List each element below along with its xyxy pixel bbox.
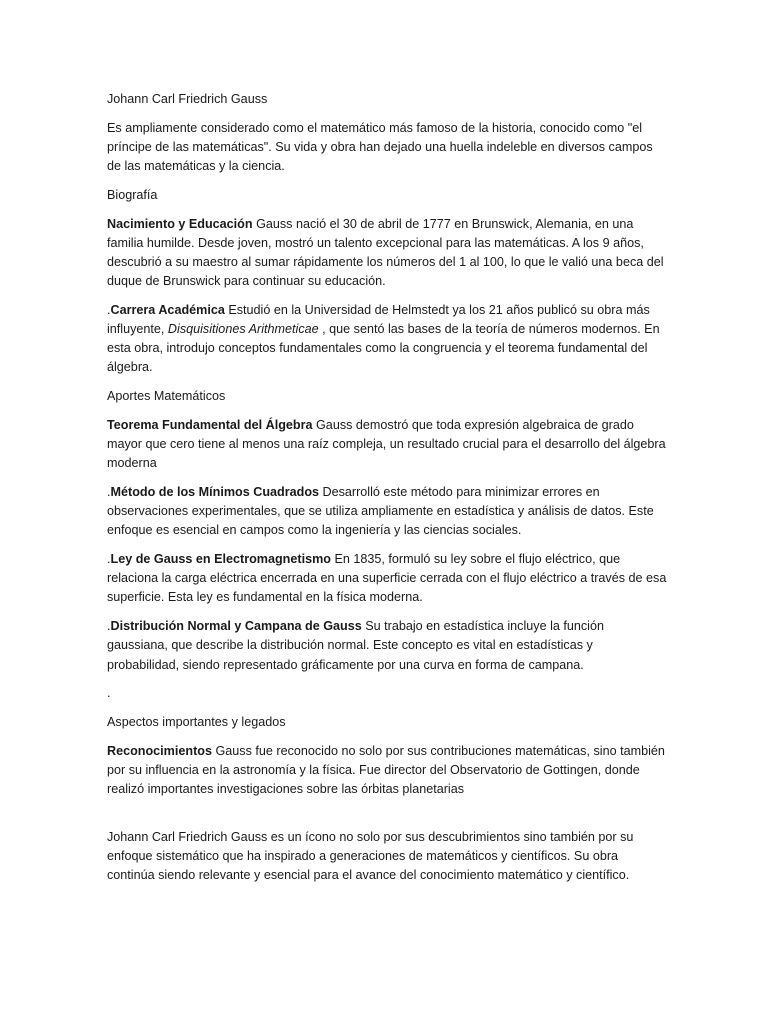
birth-term: Nacimiento y Educación (107, 216, 253, 231)
recognition-term: Reconocimientos (107, 743, 212, 758)
career-text-after: , que sentó las bases de la teoría de números modernos. En esta obra, introdujo conceptos fundamentales como la congruencia y el teorema fundamental del álgebra. (107, 322, 660, 375)
recognition-text: Gauss fue reconocido no solo por sus contribuciones matemáticas, sino también por su influencia en la astronomía y la física. Fue director del Observatorio de Gottingen, donde realizó importantes investigaciones sobre las órbitas planetarias (107, 743, 665, 797)
normal-distribution-prefix: . (107, 619, 111, 634)
contributions-heading: Aportes Matemáticos (107, 389, 226, 404)
least-squares-term: Método de los Mínimos Cuadrados (110, 484, 320, 499)
birth-paragraph (107, 215, 667, 292)
theorem-paragraph (107, 416, 667, 474)
theorem-text: Gauss demostró que toda expresión algebraica de grado mayor que cero tiene al menos una raíz compleja, un resultado crucial para el desarrollo del álgebra moderna (107, 417, 666, 471)
gauss-law-text: En 1835, formuló su ley sobre el flujo eléctrico, que relaciona la carga eléctrica encerrada en una superficie cerrada con el flujo eléctrico a través de esa superficie. Esta ley es fundamental en la física moderna. (107, 552, 667, 605)
normal-distribution-term: Distribución Normal y Campana de Gauss (110, 619, 362, 634)
recognition-paragraph (107, 742, 667, 800)
blank-line (107, 809, 667, 828)
gauss-law-term: Ley de Gauss en Electromagnetismo (110, 552, 331, 567)
career-paragraph (107, 301, 667, 378)
birth-text: Gauss nació el 30 de abril de 1777 en Brunswick, Alemania, en una familia humilde. Desde joven, mostró un talento excepcional para las matemáticas. A los 9 años, descubrió a su maestro al sumar rápidamente los números del 1 al 100, lo que le valió una beca del duque de Brunswick para continuar su educación. (107, 216, 664, 289)
career-term: Carrera Académica (110, 302, 225, 317)
normal-distribution-paragraph (107, 617, 667, 675)
least-squares-paragraph (107, 483, 667, 541)
gauss-law-paragraph (107, 550, 667, 608)
career-work-title: Disquisitiones Arithmeticae (167, 322, 319, 337)
conclusion-paragraph: Johann Carl Friedrich Gauss es un ícono no solo por sus descubrimientos sino también por su enfoque sistemático que ha inspirado a generaciones de matemáticos y científicos. Su obra continúa siendo relevante y esencial para el avance del conocimiento matemático y científico. (107, 829, 634, 883)
normal-distribution-text: Su trabajo en estadística incluye la función gaussiana, que describe la distribución normal. Este concepto es vital en estadísticas y probabilidad, siendo representado gráficamente por una curva en forma de campana. (107, 619, 604, 672)
career-prefix: . (107, 302, 111, 317)
least-squares-text: Desarrolló este método para minimizar errores en observaciones experimentales, que se utiliza ampliamente en estadística y análisis de datos. Este enfoque es esencial en campos como la ingeniería y las ciencias sociales. (107, 484, 654, 538)
document-title: Johann Carl Friedrich Gauss (107, 92, 268, 106)
gauss-law-prefix: . (107, 552, 111, 567)
career-text-before: Estudió en la Universidad de Helmstedt ya los 21 años publicó su obra más influyente, (107, 302, 650, 337)
lone-dot-paragraph: . (107, 686, 111, 701)
biography-heading: Biografía (107, 187, 158, 202)
legacy-heading: Aspectos importantes y legados (107, 714, 286, 729)
intro-paragraph: Es ampliamente considerado como el matemático más famoso de la historia, conocido como "el príncipe de las matemáticas". Su vida y obra han dejado una huella indeleble en diversos campos de las matemáticas y la ciencia. (107, 120, 653, 174)
theorem-term: Teorema Fundamental del Álgebra (107, 417, 313, 432)
least-squares-prefix: . (107, 484, 111, 499)
document-body (107, 90, 667, 895)
